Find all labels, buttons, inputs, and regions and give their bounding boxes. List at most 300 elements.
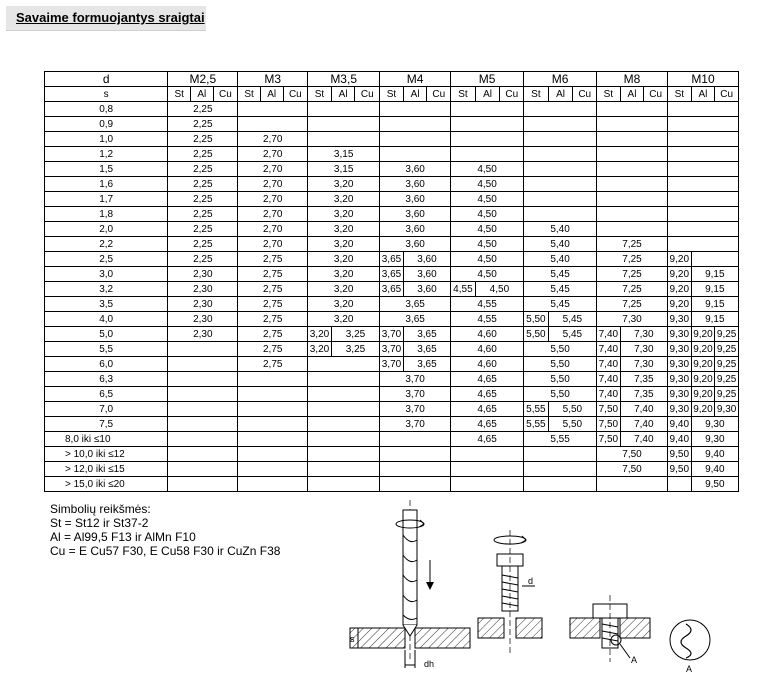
table-row [45, 282, 739, 297]
value-cell-empty [451, 477, 524, 492]
thickness-cell: 1,8 [45, 207, 168, 222]
value-cell: 2,25 [168, 102, 238, 117]
value-cell-empty [667, 207, 738, 222]
value-cell-al: 7,40 [620, 417, 667, 432]
thickness-cell: 0,8 [45, 102, 168, 117]
value-cell-empty [524, 477, 597, 492]
value-cell: 3,60 [380, 177, 451, 192]
thickness-cell: 7,0 [45, 402, 168, 417]
value-cell-st: 3,70 [380, 342, 404, 357]
value-cell-empty [308, 102, 380, 117]
value-cell-empty [238, 477, 308, 492]
value-cell-empty [667, 132, 738, 147]
technical-drawing [330, 500, 740, 672]
value-cell: 2,25 [168, 117, 238, 132]
value-cell: 5,45 [524, 282, 597, 297]
header-size-m3-5: M3,5 [308, 72, 380, 87]
table-row [45, 147, 739, 162]
header-row-diameter [45, 72, 739, 87]
value-cell-st: 9,30 [667, 372, 691, 387]
value-cell-empty [238, 102, 308, 117]
value-cell-st: 9,30 [667, 342, 691, 357]
value-cell-empty [597, 102, 668, 117]
value-cell: 4,65 [451, 417, 524, 432]
value-cell-st: 7,50 [597, 402, 621, 417]
header-material-al: Al [620, 87, 644, 102]
value-cell: 5,50 [524, 372, 597, 387]
value-cell-empty [524, 147, 597, 162]
value-cell-empty [308, 387, 380, 402]
header-material-cu: Cu [573, 87, 597, 102]
value-cell-al: 3,65 [403, 327, 450, 342]
value-cell-empty [597, 207, 668, 222]
header-material-st: St [597, 87, 621, 102]
table-row [45, 477, 739, 492]
header-material-cu: Cu [644, 87, 668, 102]
value-cell: 4,50 [451, 222, 524, 237]
label-d: d [528, 576, 534, 586]
value-cell-st: 5,50 [524, 327, 549, 342]
screw-start-illustration [478, 530, 542, 655]
value-cell-empty [168, 342, 238, 357]
value-cell-empty [451, 132, 524, 147]
value-cell-st: 9,50 [667, 447, 691, 462]
hole-diameter-table [44, 71, 739, 492]
value-cell-empty [380, 147, 451, 162]
table-row [45, 132, 739, 147]
value-cell-empty [168, 477, 238, 492]
table-row [45, 417, 739, 432]
value-cell: 4,60 [451, 342, 524, 357]
value-cell-al: 3,60 [403, 252, 450, 267]
thickness-cell: 4,0 [45, 312, 168, 327]
value-cell: 5,40 [524, 252, 597, 267]
legend-line-st: St = St12 ir St37-2 [50, 516, 149, 530]
value-cell-empty [168, 387, 238, 402]
value-cell-empty [308, 357, 380, 372]
header-size-m4: M4 [380, 72, 451, 87]
value-cell: 4,50 [451, 162, 524, 177]
value-cell-empty [238, 447, 308, 462]
table-row [45, 357, 739, 372]
screw-installed-illustration [570, 595, 650, 665]
value-cell-al: 7,35 [620, 387, 667, 402]
value-cell-empty [451, 447, 524, 462]
value-cell-al: 3,25 [331, 342, 379, 357]
value-cell-st: 3,70 [380, 327, 404, 342]
value-cell: 2,70 [238, 177, 308, 192]
label-s: s [350, 634, 355, 644]
value-cell: 3,20 [308, 297, 380, 312]
legend-line-cu: Cu = E Cu57 F30, E Cu58 F30 ir CuZn F38 [50, 544, 281, 558]
value-cell: 7,25 [597, 237, 668, 252]
value-cell: 4,50 [451, 267, 524, 282]
value-cell-st: 9,30 [667, 357, 691, 372]
value-cell: 5,40 [524, 237, 597, 252]
value-cell: 3,20 [308, 177, 380, 192]
header-material-cu: Cu [283, 87, 308, 102]
drill-illustration [350, 500, 470, 669]
value-cell-al: 3,25 [331, 327, 379, 342]
value-cell-empty [524, 132, 597, 147]
value-cell-st: 7,40 [597, 342, 621, 357]
value-cell-al: 3,60 [403, 282, 450, 297]
thickness-cell: 8,0 iki ≤10 [45, 432, 168, 447]
header-size-m3: M3 [238, 72, 308, 87]
value-cell: 3,60 [380, 222, 451, 237]
value-cell: 4,60 [451, 327, 524, 342]
value-cell-st: 9,20 [667, 282, 691, 297]
value-cell: 5,45 [524, 267, 597, 282]
thickness-cell: 1,2 [45, 147, 168, 162]
value-cell-st: 9,30 [667, 387, 691, 402]
value-cell-cu: 9,25 [715, 342, 739, 357]
value-cell: 4,50 [451, 207, 524, 222]
value-cell-st: 9,30 [667, 402, 691, 417]
legend-line-al: Al = Al99,5 F13 ir AlMn F10 [50, 530, 196, 544]
value-cell-cu: 9,25 [715, 372, 739, 387]
value-cell-st: 9,40 [667, 417, 691, 432]
table-row [45, 267, 739, 282]
value-cell-empty [597, 192, 668, 207]
value-cell: 2,75 [238, 297, 308, 312]
value-cell-st: 9,30 [667, 312, 691, 327]
value-cell-al: 3,65 [403, 342, 450, 357]
detail-a-illustration [670, 620, 710, 672]
value-cell-empty [380, 462, 451, 477]
value-cell: 4,50 [451, 192, 524, 207]
thickness-cell: 1,7 [45, 192, 168, 207]
table-row [45, 177, 739, 192]
value-cell: 2,30 [168, 267, 238, 282]
value-cell: 2,70 [238, 237, 308, 252]
value-cell: 2,75 [238, 357, 308, 372]
value-cell: 2,75 [238, 342, 308, 357]
value-cell-cu: 9,30 [715, 402, 739, 417]
value-cell-empty [597, 177, 668, 192]
value-cell: 3,70 [380, 387, 451, 402]
value-cell: 5,45 [524, 297, 597, 312]
value-cell: 3,20 [308, 207, 380, 222]
value-cell: 2,70 [238, 162, 308, 177]
label-a2: A [686, 664, 693, 672]
table-row [45, 447, 739, 462]
table-row [45, 207, 739, 222]
header-material-cu: Cu [213, 87, 238, 102]
value-cell: 4,65 [451, 402, 524, 417]
value-cell-empty [597, 162, 668, 177]
thickness-cell: 3,2 [45, 282, 168, 297]
value-cell: 4,65 [451, 387, 524, 402]
value-cell: 3,65 [380, 297, 451, 312]
value-cell-empty [524, 192, 597, 207]
value-cell: 7,25 [597, 252, 668, 267]
value-cell-al: 7,40 [620, 402, 667, 417]
value-cell-st: 9,40 [667, 432, 691, 447]
value-cell: 3,20 [308, 237, 380, 252]
table-row [45, 462, 739, 477]
value-cell-st: 7,40 [597, 327, 621, 342]
value-cell-empty [238, 462, 308, 477]
value-cell-empty [597, 222, 668, 237]
value-cell-st: 5,55 [524, 402, 549, 417]
value-cell: 5,50 [524, 357, 597, 372]
value-cell: 7,30 [597, 312, 668, 327]
value-cell: 2,30 [168, 327, 238, 342]
value-cell-st: 7,50 [597, 432, 621, 447]
value-cell-empty [168, 417, 238, 432]
value-cell: 2,30 [168, 312, 238, 327]
value-cell-st: 7,40 [597, 372, 621, 387]
value-cell-al: 9,50 [691, 477, 738, 492]
value-cell: 2,75 [238, 252, 308, 267]
value-cell-st: 3,65 [380, 252, 404, 267]
value-cell-al: 3,60 [403, 267, 450, 282]
header-material-al: Al [403, 87, 427, 102]
header-size-m6: M6 [524, 72, 597, 87]
value-cell-al: 3,65 [403, 357, 450, 372]
thickness-cell: 6,0 [45, 357, 168, 372]
label-dh: dh [424, 659, 435, 669]
value-cell: 2,70 [238, 192, 308, 207]
header-material-cu: Cu [500, 87, 524, 102]
value-cell-al: 7,30 [620, 357, 667, 372]
value-cell: 2,75 [238, 267, 308, 282]
value-cell-empty [168, 462, 238, 477]
value-cell-al: 9,20 [691, 342, 715, 357]
value-cell-al: 9,30 [691, 432, 738, 447]
value-cell-empty [451, 462, 524, 477]
value-cell-st: 3,70 [380, 357, 404, 372]
value-cell: 5,50 [524, 342, 597, 357]
value-cell: 4,65 [451, 372, 524, 387]
value-cell: 5,50 [524, 387, 597, 402]
table-row [45, 312, 739, 327]
value-cell: 4,55 [451, 297, 524, 312]
value-cell-empty [667, 222, 738, 237]
value-cell-al: 9,20 [691, 372, 715, 387]
value-cell: 2,75 [238, 282, 308, 297]
value-cell-empty [238, 402, 308, 417]
thickness-cell: > 15,0 iki ≤20 [45, 477, 168, 492]
value-cell: 3,20 [308, 252, 380, 267]
header-size-m8: M8 [597, 72, 668, 87]
value-cell: 4,55 [451, 312, 524, 327]
header-material-st: St [238, 87, 261, 102]
value-cell: 2,70 [238, 147, 308, 162]
table-row [45, 297, 739, 312]
value-cell-empty [451, 102, 524, 117]
value-cell: 2,25 [168, 252, 238, 267]
thickness-cell: 1,5 [45, 162, 168, 177]
thickness-cell: 3,0 [45, 267, 168, 282]
value-cell-st: 9,20 [667, 297, 691, 312]
header-material-al: Al [190, 87, 213, 102]
value-cell-st: 9,20 [667, 267, 691, 282]
header-material-al: Al [691, 87, 715, 102]
value-cell-al: 9,20 [691, 402, 715, 417]
value-cell-empty [238, 117, 308, 132]
value-cell-empty [451, 147, 524, 162]
value-cell-empty [308, 417, 380, 432]
table-row [45, 252, 739, 267]
header-material-cu: Cu [355, 87, 380, 102]
value-cell-empty [168, 357, 238, 372]
value-cell: 3,20 [308, 192, 380, 207]
title-bar [6, 6, 206, 31]
value-cell: 2,75 [238, 312, 308, 327]
value-cell-empty [238, 372, 308, 387]
value-cell-empty [597, 132, 668, 147]
table-row [45, 162, 739, 177]
value-cell-empty [168, 447, 238, 462]
value-cell: 2,25 [168, 147, 238, 162]
table-row [45, 342, 739, 357]
value-cell-al: 7,35 [620, 372, 667, 387]
value-cell-empty [380, 117, 451, 132]
value-cell-st: 9,30 [667, 327, 691, 342]
value-cell: 3,65 [380, 312, 451, 327]
table-row [45, 432, 739, 447]
header-size-m5: M5 [451, 72, 524, 87]
value-cell-empty [168, 402, 238, 417]
value-cell-empty [380, 477, 451, 492]
value-cell: 3,70 [380, 417, 451, 432]
header-material-al: Al [260, 87, 283, 102]
value-cell: 5,40 [524, 222, 597, 237]
value-cell-empty [597, 117, 668, 132]
value-cell-al: 5,45 [548, 327, 596, 342]
value-cell-al: 4,50 [475, 282, 523, 297]
value-cell: 3,70 [380, 402, 451, 417]
thickness-cell: 2,2 [45, 237, 168, 252]
value-cell: 2,25 [168, 177, 238, 192]
value-cell: 3,60 [380, 192, 451, 207]
table-row [45, 372, 739, 387]
value-cell: 2,70 [238, 222, 308, 237]
value-cell-empty [451, 117, 524, 132]
value-cell-empty [308, 432, 380, 447]
value-cell-empty [597, 477, 668, 492]
value-cell-cu: 9,25 [715, 327, 739, 342]
value-cell-st: 4,55 [451, 282, 476, 297]
label-a1: A [631, 655, 638, 665]
thickness-cell: 5,5 [45, 342, 168, 357]
value-cell-empty [308, 447, 380, 462]
value-cell-empty [667, 102, 738, 117]
value-cell-al: 9,15 [691, 282, 738, 297]
value-cell-al: 5,50 [548, 417, 596, 432]
value-cell: 4,65 [451, 432, 524, 447]
value-cell-st: 3,20 [308, 327, 332, 342]
value-cell: 2,25 [168, 192, 238, 207]
header-size-m2-5: M2,5 [168, 72, 238, 87]
value-cell: 2,25 [168, 132, 238, 147]
value-cell: 7,25 [597, 267, 668, 282]
value-cell: 2,25 [168, 162, 238, 177]
value-cell-empty [524, 462, 597, 477]
value-cell-empty [308, 117, 380, 132]
thickness-cell: 1,0 [45, 132, 168, 147]
thickness-cell: 2,5 [45, 252, 168, 267]
value-cell-st [667, 477, 691, 492]
value-cell-st: 7,40 [597, 387, 621, 402]
thickness-cell: > 10,0 iki ≤12 [45, 447, 168, 462]
value-cell: 3,15 [308, 162, 380, 177]
value-cell-al: 9,40 [691, 447, 738, 462]
value-cell-st: 3,65 [380, 282, 404, 297]
value-cell-al: 7,30 [620, 342, 667, 357]
value-cell: 4,60 [451, 357, 524, 372]
value-cell-empty [168, 432, 238, 447]
value-cell-al: 5,45 [548, 312, 596, 327]
value-cell-al: 9,20 [691, 387, 715, 402]
value-cell-empty [380, 102, 451, 117]
value-cell-al: 9,40 [691, 462, 738, 477]
value-cell-empty [524, 207, 597, 222]
legend-heading: Simbolių reikšmės: [50, 502, 151, 516]
header-material-st: St [308, 87, 332, 102]
value-cell-al: 9,20 [691, 327, 715, 342]
header-size-m10: M10 [667, 72, 738, 87]
value-cell-empty [667, 117, 738, 132]
value-cell: 2,25 [168, 237, 238, 252]
value-cell-empty [667, 237, 738, 252]
value-cell-empty [308, 477, 380, 492]
thickness-cell: 5,0 [45, 327, 168, 342]
header-material-al: Al [548, 87, 573, 102]
value-cell-al [691, 252, 738, 267]
value-cell: 7,50 [597, 447, 668, 462]
value-cell: 2,25 [168, 222, 238, 237]
value-cell: 3,60 [380, 162, 451, 177]
value-cell: 4,50 [451, 252, 524, 267]
value-cell-empty [380, 447, 451, 462]
value-cell-al: 5,50 [548, 402, 596, 417]
value-cell-st: 3,20 [308, 342, 332, 357]
value-cell-al: 9,15 [691, 312, 738, 327]
value-cell-empty [308, 132, 380, 147]
value-cell-st: 9,20 [667, 252, 691, 267]
value-cell: 3,20 [308, 222, 380, 237]
value-cell-empty [524, 102, 597, 117]
value-cell-st: 9,50 [667, 462, 691, 477]
value-cell-empty [524, 447, 597, 462]
value-cell: 3,60 [380, 207, 451, 222]
value-cell-empty [238, 417, 308, 432]
value-cell-al: 9,30 [691, 417, 738, 432]
value-cell-empty [308, 372, 380, 387]
header-row-material [45, 87, 739, 102]
value-cell-empty [380, 132, 451, 147]
thickness-cell: 6,3 [45, 372, 168, 387]
header-material-st: St [168, 87, 191, 102]
value-cell: 4,50 [451, 237, 524, 252]
value-cell: 5,55 [524, 432, 597, 447]
table-row [45, 102, 739, 117]
table-row [45, 117, 739, 132]
thickness-cell: 2,0 [45, 222, 168, 237]
legend [50, 502, 280, 558]
value-cell: 2,30 [168, 282, 238, 297]
thickness-cell: 0,9 [45, 117, 168, 132]
table-row [45, 387, 739, 402]
table-row [45, 192, 739, 207]
value-cell-empty [168, 372, 238, 387]
value-cell-empty [667, 177, 738, 192]
header-material-al: Al [475, 87, 500, 102]
table-row [45, 402, 739, 417]
